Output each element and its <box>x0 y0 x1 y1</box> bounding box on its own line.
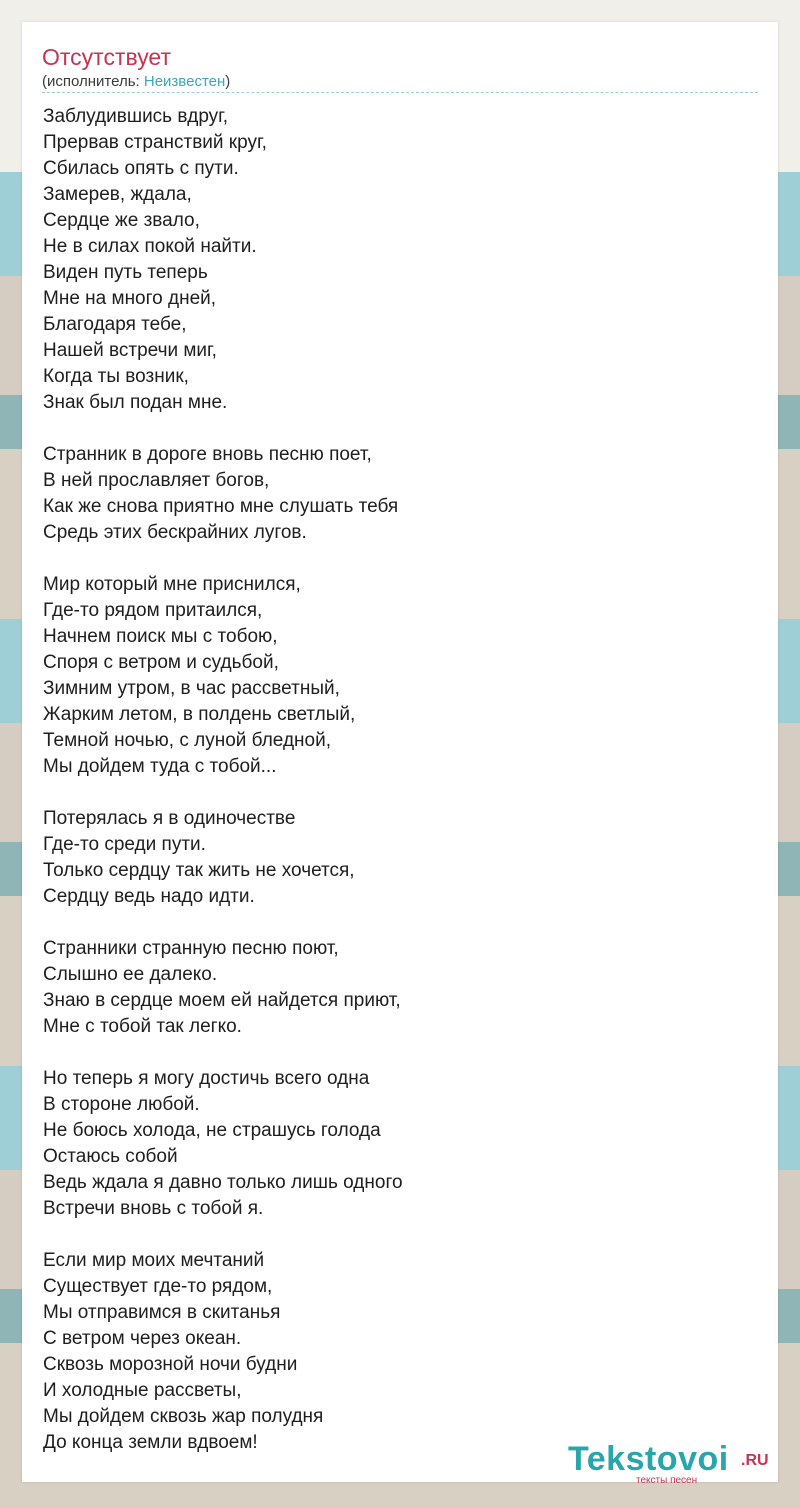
lyrics-line: Только сердцу так жить не хочется, <box>43 860 355 881</box>
lyrics-line: Потерялась я в одиночестве <box>43 808 296 829</box>
lyrics-line: Сердцу ведь надо идти. <box>43 886 255 907</box>
site-logo[interactable] <box>568 1440 778 1484</box>
artist-link[interactable]: Неизвестен <box>143 73 226 90</box>
artist-prefix: (исполнитель: <box>42 73 144 90</box>
lyrics-line: Знак был подан мне. <box>43 392 228 413</box>
lyrics-line: Замерев, ждала, <box>43 184 192 205</box>
lyrics-line: Знаю в сердце моем ей найдется приют, <box>43 990 401 1011</box>
lyrics-stanza <box>43 806 743 910</box>
lyrics-line: Слышно ее далеко. <box>43 964 218 985</box>
lyrics-line: Мы дойдем сквозь жар полудня <box>43 1406 324 1427</box>
artist-line <box>42 72 230 92</box>
lyrics-line: Сквозь морозной ночи будни <box>43 1354 298 1375</box>
lyrics-line: Заблудившись вдруг, <box>43 106 229 127</box>
lyrics-line: Странник в дороге вновь песню поет, <box>43 444 372 465</box>
lyrics-line: Мир который мне приснился, <box>43 574 301 595</box>
lyrics-line: В стороне любой. <box>43 1094 200 1115</box>
song-title: Отсутствует <box>42 44 171 70</box>
lyrics-line: Нашей встречи миг, <box>43 340 217 361</box>
lyrics-stanza <box>43 1066 743 1222</box>
lyrics-line: Где-то среди пути. <box>43 834 206 855</box>
lyrics-line: Средь этих бескрайних лугов. <box>43 522 307 543</box>
lyrics-line: Виден путь теперь <box>43 262 208 283</box>
lyrics-stanza <box>43 572 743 780</box>
lyrics-line: Сердце же звало, <box>43 210 200 231</box>
lyrics-line: Мы дойдем туда с тобой... <box>43 756 277 777</box>
lyrics-stanza <box>43 104 743 416</box>
lyrics-line: Где-то рядом притаился, <box>43 600 263 621</box>
lyrics-line: Не в силах покой найти. <box>43 236 257 257</box>
lyrics-line: Мы отправимся в скитанья <box>43 1302 281 1323</box>
lyrics-line: Прервав странствий круг, <box>43 132 267 153</box>
lyrics-line: Ведь ждала я давно только лишь одного <box>43 1172 403 1193</box>
lyrics-line: Сбилась опять с пути. <box>43 158 239 179</box>
lyrics-line: Мне с тобой так легко. <box>43 1016 242 1037</box>
lyrics-line: Встречи вновь с тобой я. <box>43 1198 264 1219</box>
lyrics-line: Если мир моих мечтаний <box>43 1250 265 1271</box>
lyrics-line: Когда ты возник, <box>43 366 189 387</box>
lyrics-line: В ней прославляет богов, <box>43 470 270 491</box>
lyrics-line: Странники странную песню поют, <box>43 938 339 959</box>
artist-suffix: ) <box>225 73 231 90</box>
logo-tld: .RU <box>741 1452 769 1469</box>
lyrics-line: И холодные рассветы, <box>43 1380 242 1401</box>
lyrics-stanza <box>43 936 743 1040</box>
lyrics-line: Жарким летом, в полдень светлый, <box>43 704 356 725</box>
lyrics-line: Не боюсь холода, не страшусь голода <box>43 1120 381 1141</box>
lyrics-line: Как же снова приятно мне слушать тебя <box>43 496 399 517</box>
lyrics-line: Но теперь я могу достичь всего одна <box>43 1068 370 1089</box>
lyrics-line: До конца земли вдвоем! <box>43 1432 258 1453</box>
lyrics-line: С ветром через океан. <box>43 1328 242 1349</box>
lyrics-stanza <box>43 442 743 546</box>
lyrics-line: Споря с ветром и судьбой, <box>43 652 279 673</box>
header-divider <box>42 92 758 93</box>
lyrics-line: Темной ночью, с луной бледной, <box>43 730 331 751</box>
lyrics-line: Мне на много дней, <box>43 288 217 309</box>
lyrics-line: Начнем поиск мы с тобою, <box>43 626 278 647</box>
lyrics-stanza <box>43 1248 743 1456</box>
lyrics-text <box>43 104 743 1456</box>
logo-tagline: тексты песен <box>636 1475 698 1486</box>
lyrics-line: Остаюсь собой <box>43 1146 178 1167</box>
lyrics-card <box>22 22 778 1486</box>
logo-name: Tekstovoi <box>568 1440 729 1478</box>
lyrics-line: Зимним утром, в час рассветный, <box>43 678 340 699</box>
lyrics-line: Благодаря тебе, <box>43 314 187 335</box>
lyrics-line: Существует где-то рядом, <box>43 1276 273 1297</box>
